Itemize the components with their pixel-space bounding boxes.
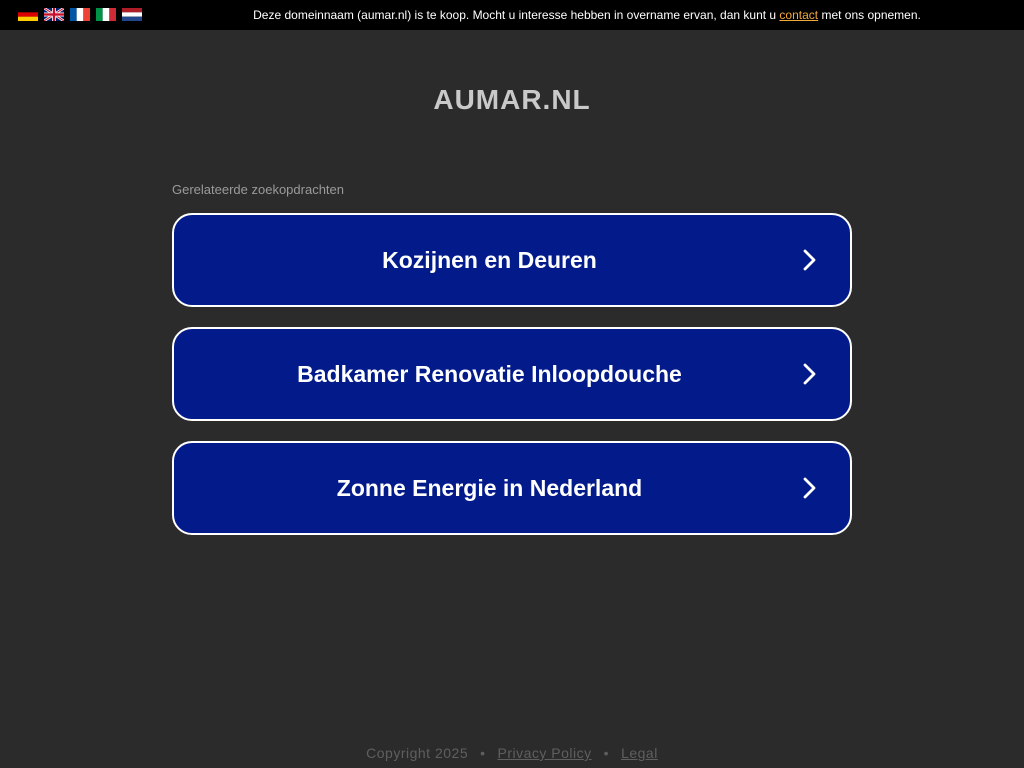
- dutch-flag-icon[interactable]: [122, 8, 142, 21]
- related-search-button[interactable]: [172, 213, 852, 307]
- sale-notice-text-end: met ons opnemen.: [818, 8, 921, 22]
- german-flag-icon[interactable]: [18, 8, 38, 21]
- footer-separator: •: [603, 745, 610, 761]
- sale-notice: [150, 8, 1024, 22]
- contact-link[interactable]: contact: [779, 8, 819, 22]
- privacy-policy-link[interactable]: Privacy Policy: [497, 745, 592, 761]
- related-search-label: Kozijnen en Deuren: [382, 246, 597, 273]
- french-flag-icon[interactable]: [70, 8, 90, 21]
- sale-notice-text: Deze domeinnaam (aumar.nl) is te koop. Mocht u interesse hebben in overname ervan, dan kunt u: [253, 8, 780, 22]
- related-search-label: Badkamer Renovatie Inloopdouche: [297, 360, 682, 387]
- related-search-label: Zonne Energie in Nederland: [336, 474, 643, 501]
- top-bar: [0, 0, 1024, 30]
- related-searches-list: [172, 213, 852, 555]
- footer: [0, 745, 1024, 761]
- legal-link[interactable]: Legal: [621, 745, 658, 761]
- related-search-button[interactable]: [172, 441, 852, 535]
- language-flags: [18, 8, 142, 21]
- chevron-right-icon: [800, 476, 820, 500]
- chevron-right-icon: [800, 362, 820, 386]
- copyright-text: Copyright 2025: [366, 745, 469, 761]
- site-title: AUMAR.NL: [433, 84, 591, 115]
- related-search-button[interactable]: [172, 327, 852, 421]
- footer-separator: •: [480, 745, 486, 761]
- uk-flag-icon[interactable]: [44, 8, 64, 21]
- italian-flag-icon[interactable]: [96, 8, 116, 21]
- related-searches-label: Gerelateerde zoekopdrachten: [172, 182, 345, 197]
- chevron-right-icon: [800, 248, 820, 272]
